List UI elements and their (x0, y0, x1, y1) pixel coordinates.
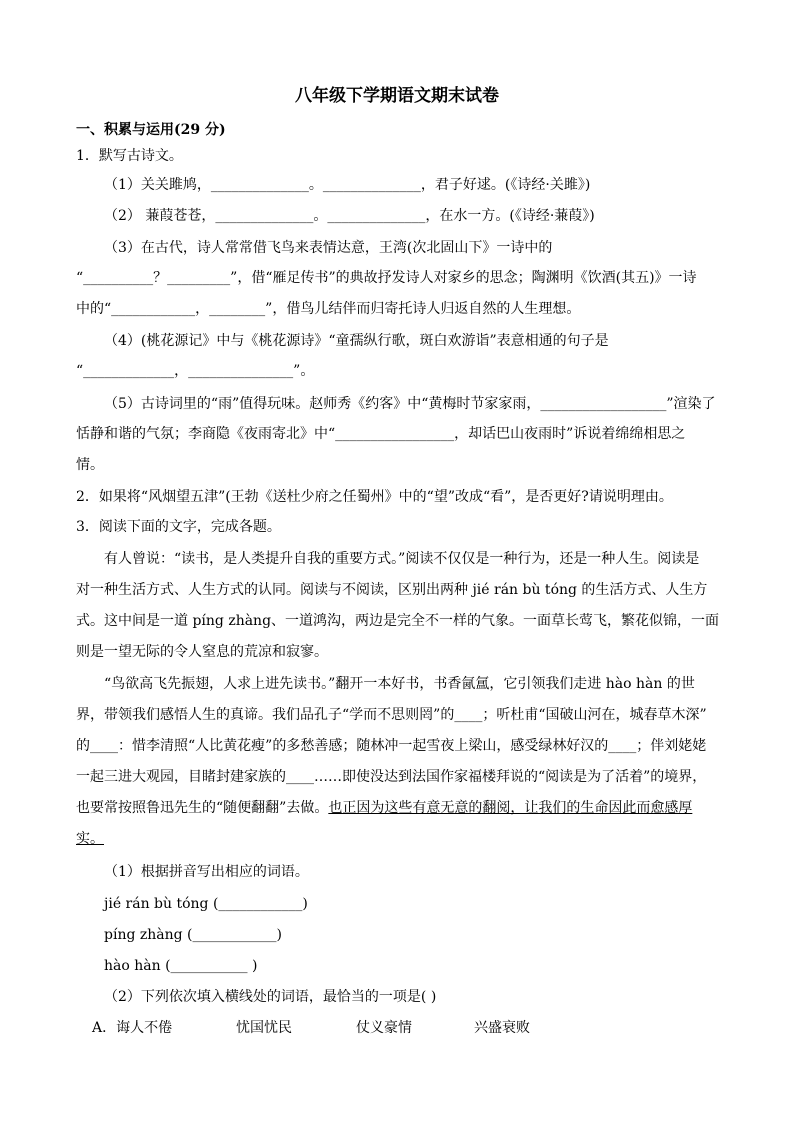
passage-p2-line2: 界，带领我们感悟人生的真谛。我们品孔子“学而不思则罔”的____；听杜甫“国破山河在，城春草木深” (76, 707, 707, 723)
q1-item-4-line2: “_____________，_______________”。 (76, 363, 315, 379)
underlined-sentence: 也正因为这些有意无意的翻阅，让我们的生命因此而愈感厚 (328, 800, 693, 816)
pinyin-item-2: píng zhàng (____________) (104, 927, 282, 943)
passage-p2-line5-plain: 也要常按照鲁迅先生的“随便翻翻”去做。 (76, 800, 329, 816)
q1-item-2: （2） 蒹葭苍苍，______________。______________，在水一方。(《诗经·蒹葭》) (104, 208, 595, 224)
q1-item-5-line2: 恬静和谐的气氛；李商隐《夜雨寄北》中“_________________，却话巴山夜雨时”诉说着绵绵相思之 (76, 426, 686, 442)
sub-question-1: （1）根据拼音写出相应的词语。 (104, 864, 309, 880)
passage-p2-line3: 的____：惜李清照“人比黄花瘦”的多愁善感；随林冲一起雪夜上梁山，感受绿林好汉的____；伴刘姥姥 (76, 738, 707, 754)
passage-p1-line3: 式。这中间是一道 píng zhàng、一道鸿沟，两边是完全不一样的气象。一面草长莺飞，繁花似锦，一面 (76, 613, 720, 629)
q1-stem: 1．默写古诗文。 (76, 148, 183, 164)
q1-item-4-line1: （4）(桃花源记》中与《桃花源诗》“童孺纵行歌，斑白欢游诣”表意相通的句子是 (104, 333, 609, 349)
passage-p2-line1: “鸟欲高飞先振翅，人求上进先读书。”翻开一本好书，书香氤氲，它引领我们走进 hào hàn 的世 (104, 676, 695, 692)
passage-p1-line2: 对一种生活方式、人生方式的认同。阅读与不阅读，区别出两种 jié rán bù tóng 的生活方式、人生方 (76, 582, 708, 598)
passage-p1-line1: 有人曾说：“读书，是人类提升自我的重要方式。”阅读不仅仅是一种行为，还是一种人生。阅读是 (104, 551, 700, 567)
option-a-word-2: 忧国忧民 (236, 1020, 292, 1036)
option-a-label: A．诲人不倦 (92, 1020, 173, 1036)
option-a-word-4: 兴盛衰败 (474, 1020, 530, 1036)
q1-item-3-line1: （3）在古代，诗人常常借飞鸟来表情达意，王湾(次北固山下》一诗中的 (104, 240, 553, 256)
option-a-word-3: 仗义豪情 (356, 1020, 412, 1036)
q3-stem: 3．阅读下面的文字，完成各题。 (76, 519, 281, 535)
q2-text: 2．如果将“风烟望五津”(王勃《送杜少府之任蜀州》中的“望”改成“看”，是否更好?请说明理由。 (76, 489, 673, 505)
q1-item-3-line3: 中的“____________，________”，借鸟儿结伴而归寄托诗人归返自然的人生理想。 (76, 301, 581, 317)
q1-item-1: （1）关关雎鸠，______________。______________，君子好逑。(《诗经·关雎》) (104, 177, 591, 193)
pinyin-item-3: hào hàn (___________ ) (104, 958, 258, 974)
section-heading: 一、积累与运用(29 分) (76, 122, 226, 138)
pinyin-item-1: jié rán bù tóng (____________) (104, 896, 308, 912)
sub-question-2: （2）下列依次填入横线处的词语，最恰当的一项是( ) (104, 989, 437, 1005)
passage-p2-line4: 一起三进大观园，目睹封建家族的____……即使没达到法国作家福楼拜说的“阅读是为了活着”的境界， (76, 769, 707, 785)
q1-item-5-line1: （5）古诗词里的“雨”值得玩味。赵师秀《约客》中“黄梅时节家家雨，__________________”渲染了 (104, 396, 716, 412)
page-title: 八年级下学期语文期末试卷 (295, 86, 499, 106)
passage-p1-line4: 则是一望无际的令人窒息的荒凉和寂寥。 (76, 644, 328, 660)
q1-item-3-line2: “__________？_________”，借“雁足传书”的典故抒发诗人对家乡的思念；陶渊明《饮酒(其五)》一诗 (76, 270, 697, 286)
passage-p2-line5 (76, 798, 692, 818)
underlined-sentence-end: 实。 (76, 831, 104, 847)
q1-item-5-line3: 情。 (76, 457, 104, 473)
